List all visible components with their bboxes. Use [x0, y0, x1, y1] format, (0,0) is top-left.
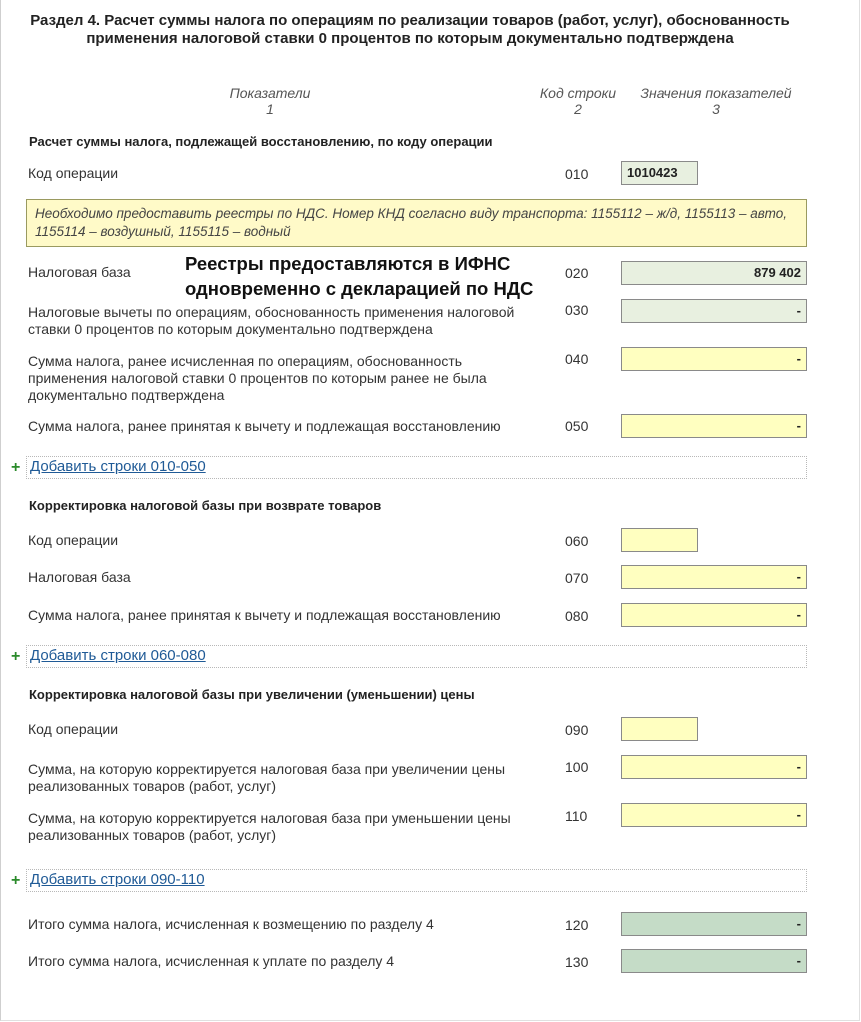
row-040-label: Сумма налога, ранее исчисленная по операциям, обоснованность применения налоговой ставки 0 процентов по которым ранее не была документально подтверждена	[28, 353, 487, 403]
column-header-values	[630, 85, 802, 117]
plus-icon[interactable]: +	[11, 872, 21, 889]
row-020-input[interactable]: 879 402	[621, 261, 807, 285]
row-100-code: 100	[565, 759, 589, 775]
row-080-input[interactable]: -	[621, 603, 807, 627]
plus-icon[interactable]: +	[11, 459, 21, 476]
row-060-label: Код операции	[28, 532, 119, 548]
column-header-code-num: 2	[574, 101, 582, 117]
row-040-code: 040	[565, 351, 589, 367]
row-080-label: Сумма налога, ранее принятая к вычету и подлежащая восстановлению	[28, 607, 501, 623]
row-040-input[interactable]: -	[621, 347, 807, 371]
column-header-code-label: Код строки	[539, 85, 617, 101]
row-060-input[interactable]	[621, 528, 698, 552]
row-070-input[interactable]: -	[621, 565, 807, 589]
overlay-line-2: одновременно с декларацией по НДС	[185, 278, 534, 299]
row-120-label: Итого сумма налога, исчисленная к возмещению по разделу 4	[28, 916, 434, 932]
column-header-indicators-label: Показатели	[229, 85, 311, 101]
plus-icon[interactable]: +	[11, 648, 21, 665]
row-010-input[interactable]: 1010423	[621, 161, 698, 185]
add-rows-090-110-link[interactable]: Добавить строки 090-110	[30, 871, 205, 888]
column-header-indicators-num: 1	[266, 101, 274, 117]
column-header-code	[530, 85, 626, 117]
row-030-code: 030	[565, 302, 589, 318]
add-rows-010-050	[11, 456, 807, 479]
registry-overlay-text	[185, 251, 533, 301]
row-130-code: 130	[565, 954, 589, 970]
row-090-code: 090	[565, 722, 589, 738]
column-header-values-num: 3	[712, 101, 720, 117]
row-090-label: Код операции	[28, 721, 119, 737]
row-050-label: Сумма налога, ранее принятая к вычету и подлежащая восстановлению	[28, 418, 501, 434]
row-120-code: 120	[565, 917, 589, 933]
section-title-recovery: Расчет суммы налога, подлежащей восстановлению, по коду операции	[29, 134, 493, 149]
row-070-code: 070	[565, 570, 589, 586]
row-110-code: 110	[565, 808, 588, 824]
row-010-code: 010	[565, 166, 589, 182]
registry-note: Необходимо предоставить реестры по НДС. Номер КНД согласно виду транспорта: 1155112 – ж/д, 1155113 – авто, 1155114 – воздушный, 1155115 – водный	[26, 199, 807, 247]
row-030-input[interactable]: -	[621, 299, 807, 323]
add-rows-090-110	[11, 869, 807, 892]
row-100-input[interactable]: -	[621, 755, 807, 779]
page-title: Раздел 4. Расчет суммы налога по операциям по реализации товаров (работ, услуг), обоснованность применения налоговой ставки 0 процентов по которым документально подтверждена	[30, 12, 790, 47]
column-header-indicators	[170, 85, 370, 117]
section-title-price-adjustment: Корректировка налоговой базы при увеличении (уменьшении) цены	[29, 687, 475, 702]
add-rows-060-080	[11, 645, 807, 668]
section-title-returns: Корректировка налоговой базы при возврате товаров	[29, 498, 382, 513]
row-130-input[interactable]: -	[621, 949, 807, 973]
overlay-line-1: Реестры предоставляются в ИФНС	[185, 253, 511, 274]
row-080-code: 080	[565, 608, 589, 624]
row-130-label: Итого сумма налога, исчисленная к уплате по разделу 4	[28, 953, 395, 969]
row-030-label: Налоговые вычеты по операциям, обоснованность применения налоговой ставки 0 процентов по которым документально подтверждена	[28, 304, 515, 337]
row-070-label: Налоговая база	[28, 569, 131, 585]
row-100-label: Сумма, на которую корректируется налоговая база при увеличении цены реализованных товаров (работ, услуг)	[28, 761, 506, 794]
row-020-label: Налоговая база	[28, 264, 131, 280]
add-rows-010-050-link[interactable]: Добавить строки 010-050	[30, 458, 206, 475]
add-rows-060-080-link[interactable]: Добавить строки 060-080	[30, 647, 206, 664]
row-110-label: Сумма, на которую корректируется налоговая база при уменьшении цены реализованных товаров (работ, услуг)	[28, 810, 511, 843]
row-060-code: 060	[565, 533, 589, 549]
column-header-values-label: Значения показателей	[640, 85, 792, 101]
row-020-code: 020	[565, 265, 589, 281]
row-090-input[interactable]	[621, 717, 698, 741]
row-110-input[interactable]: -	[621, 803, 807, 827]
row-120-input[interactable]: -	[621, 912, 807, 936]
row-010-label: Код операции	[28, 165, 119, 181]
row-050-code: 050	[565, 418, 589, 434]
row-050-input[interactable]: -	[621, 414, 807, 438]
